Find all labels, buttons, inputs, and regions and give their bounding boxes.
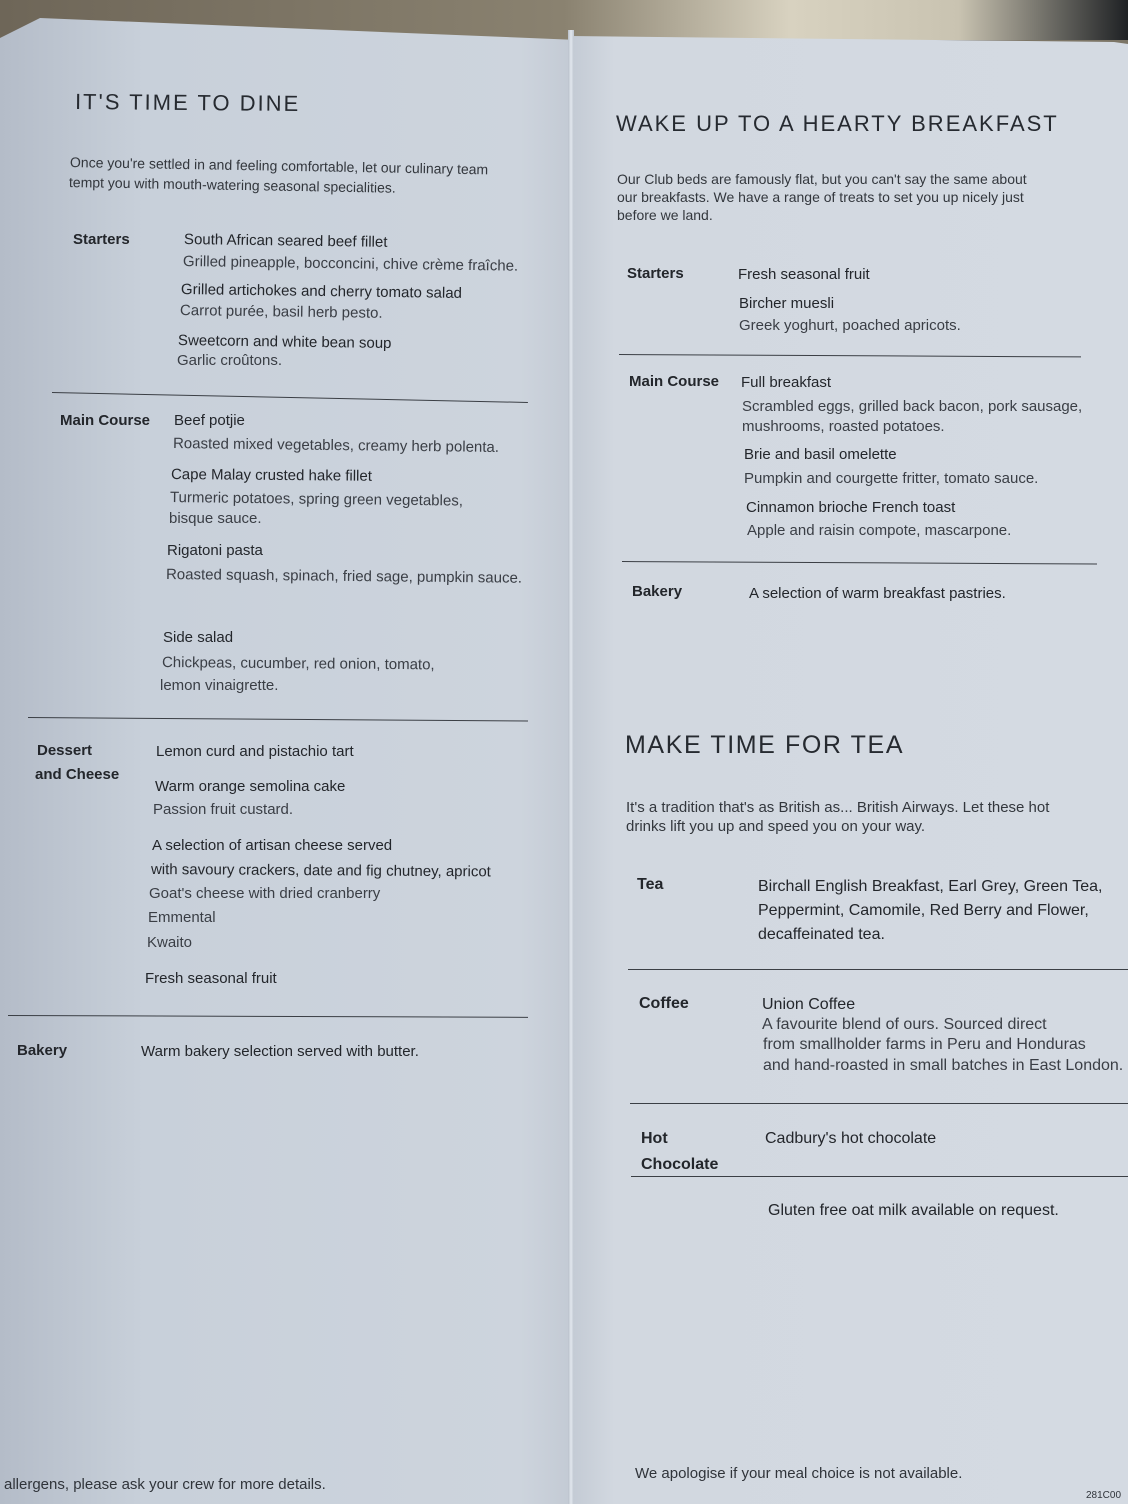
dish-description: Turmeric potatoes, spring green vegetables, [169, 489, 464, 510]
dish-name: Rigatoni pasta [167, 542, 263, 559]
dish-description: Roasted mixed vegetables, creamy herb polenta. [172, 435, 500, 456]
breakfast-intro-line: Our Club beds are famously flat, but you can't say the same about [617, 171, 1027, 187]
dish-description: Scrambled eggs, grilled back bacon, pork sausage, [742, 398, 1083, 415]
breakfast-intro-line: before we land. [617, 207, 713, 223]
hot-chocolate-label: Hot [641, 1130, 668, 1147]
bakery-description: Warm bakery selection served with butter. [141, 1043, 419, 1060]
hot-chocolate-label: Chocolate [641, 1156, 719, 1173]
dish-description: Greek yoghurt, poached apricots. [739, 317, 961, 334]
dish-name: Brie and basil omelette [744, 446, 897, 463]
menu-code: 281C00 [1086, 1490, 1122, 1501]
tea-intro-line: It's a tradition that's as British as... British Airways. Let these hot [626, 799, 1050, 816]
coffee-line: from smallholder farms in Peru and Honduras [763, 1036, 1086, 1053]
dinner-intro-line: tempt you with mouth-watering seasonal specialities. [68, 174, 396, 196]
breakfast-starters-label: Starters [627, 265, 684, 282]
dish-description: Goat's cheese with dried cranberry [149, 885, 381, 902]
dish-description: Roasted squash, spinach, fried sage, pumpkin sauce. [165, 566, 523, 587]
meal-choice-footer: We apologise if your meal choice is not available. [635, 1465, 963, 1482]
dish-name: Cape Malay crusted hake fillet [170, 466, 373, 485]
dinner-bakery-label: Bakery [17, 1042, 68, 1059]
coffee-line: A favourite blend of ours. Sourced direct [762, 1016, 1047, 1033]
dish-description: Emmental [148, 909, 216, 926]
dish-description: Apple and raisin compote, mascarpone. [747, 522, 1012, 539]
dish-description: Garlic croûtons. [177, 352, 283, 369]
tea-label: Tea [637, 876, 664, 893]
dish-description: Kwaito [147, 934, 193, 951]
dish-description: bisque sauce. [169, 510, 262, 527]
dish-description: Chickpeas, cucumber, red onion, tomato, [161, 654, 435, 674]
dish-name: Side salad [163, 629, 234, 646]
menu-fold [568, 30, 574, 1504]
allergen-footer: allergens, please ask your crew for more details. [4, 1476, 326, 1493]
dish-name: Warm orange semolina cake [155, 778, 346, 795]
tea-intro-line: drinks lift you up and speed you on your way. [626, 818, 926, 835]
dish-description: lemon vinaigrette. [160, 677, 279, 694]
tea-heading: MAKE TIME FOR TEA [625, 731, 905, 759]
coffee-label: Coffee [639, 995, 689, 1012]
dish-description: Grilled pineapple, bocconcini, chive crème fraîche. [182, 253, 519, 275]
dish-name: Grilled artichokes and cherry tomato salad [180, 281, 463, 302]
tea-line: decaffeinated tea. [758, 926, 885, 943]
dinner-intro-line: Once you're settled in and feeling comfortable, let our culinary team [69, 154, 489, 178]
dinner-dessert-label: and Cheese [35, 766, 120, 783]
section-divider [628, 969, 1128, 970]
dish-name: Bircher muesli [739, 295, 835, 312]
breakfast-intro-line: our breakfasts. We have a range of treats to set you up nicely just [617, 189, 1024, 205]
coffee-line: and hand-roasted in small batches in East London. [763, 1057, 1124, 1074]
dinner-heading: IT'S TIME TO DINE [74, 89, 301, 116]
dish-description: mushrooms, roasted potatoes. [742, 418, 945, 435]
dinner-main-course-label: Main Course [60, 412, 151, 429]
dish-name: Fresh seasonal fruit [738, 266, 870, 283]
breakfast-bakery-label: Bakery [632, 583, 683, 600]
oat-milk-note: Gluten free oat milk available on request. [768, 1202, 1059, 1219]
bakery-description: A selection of warm breakfast pastries. [749, 585, 1006, 602]
dish-description: Passion fruit custard. [153, 801, 294, 818]
dish-description: Carrot purée, basil herb pesto. [179, 302, 383, 322]
dish-name: Lemon curd and pistachio tart [156, 743, 354, 760]
tea-line: Peppermint, Camomile, Red Berry and Flower, [758, 902, 1089, 919]
dinner-dessert-label: Dessert [37, 742, 93, 759]
dish-name: Fresh seasonal fruit [145, 970, 277, 987]
breakfast-main-course-label: Main Course [629, 373, 720, 390]
dish-description: Pumpkin and courgette fritter, tomato sauce. [744, 470, 1039, 487]
hot-chocolate-text: Cadbury's hot chocolate [765, 1130, 937, 1147]
coffee-name: Union Coffee [762, 996, 856, 1013]
dish-name: A selection of artisan cheese served [152, 837, 393, 854]
section-divider [630, 1103, 1128, 1104]
dish-description: with savoury crackers, date and fig chutney, apricot [150, 861, 491, 881]
dish-name: South African seared beef fillet [183, 231, 388, 251]
breakfast-heading: WAKE UP TO A HEARTY BREAKFAST [616, 111, 1059, 136]
dinner-starters-label: Starters [73, 231, 130, 248]
dish-name: Beef potjie [174, 412, 245, 429]
dish-name: Full breakfast [741, 374, 832, 391]
dish-name: Cinnamon brioche French toast [746, 499, 956, 516]
dish-name: Sweetcorn and white bean soup [177, 332, 392, 352]
section-divider [631, 1176, 1128, 1177]
tea-line: Birchall English Breakfast, Earl Grey, Green Tea, [758, 878, 1103, 895]
menu-page-right [570, 36, 1128, 1504]
